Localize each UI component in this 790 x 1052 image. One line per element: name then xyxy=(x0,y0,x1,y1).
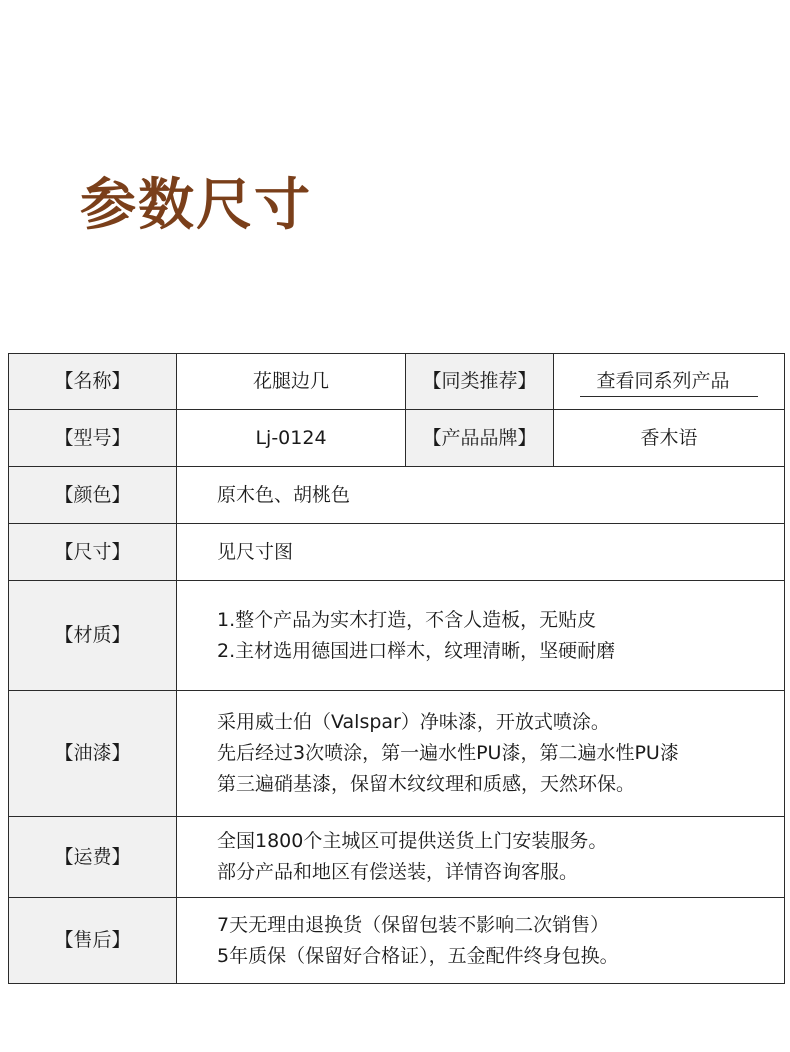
row-shipping xyxy=(9,817,785,898)
size-label: 【尺寸】 xyxy=(9,524,177,581)
aftersale-value xyxy=(177,898,785,984)
aftersale-line: 5年质保（保留好合格证），五金配件终身包换。 xyxy=(217,944,619,967)
shipping-line: 全国1800个主城区可提供送货上门安装服务。 xyxy=(217,830,608,852)
paint-value xyxy=(177,691,785,817)
shipping-value xyxy=(177,817,785,898)
row-model xyxy=(9,410,785,467)
page-title: 参数尺寸 xyxy=(80,173,312,238)
row-material xyxy=(9,581,785,691)
material-value xyxy=(177,581,785,691)
aftersale-line: 7天无理由退换货（保留包装不影响二次销售） xyxy=(217,913,610,936)
spec-table xyxy=(8,353,785,984)
row-aftersale xyxy=(9,898,785,984)
row-name xyxy=(9,354,785,410)
material-line: 1.整个产品为实木打造，不含人造板，无贴皮 xyxy=(217,608,597,631)
model-label: 【型号】 xyxy=(9,410,177,467)
shipping-line: 部分产品和地区有偿送装，详情咨询客服。 xyxy=(217,861,579,883)
brand-label: 【产品品牌】 xyxy=(406,410,554,467)
recommend-label: 【同类推荐】 xyxy=(406,354,554,410)
brand-value: 香木语 xyxy=(554,410,785,467)
material-label: 【材质】 xyxy=(9,581,177,691)
row-paint xyxy=(9,691,785,817)
color-value: 原木色、胡桃色 xyxy=(177,467,785,524)
row-color xyxy=(9,467,785,524)
color-label: 【颜色】 xyxy=(9,467,177,524)
aftersale-label: 【售后】 xyxy=(9,898,177,984)
material-line: 2.主材选用德国进口榉木，纹理清晰，坚硬耐磨 xyxy=(217,639,616,662)
shipping-label: 【运费】 xyxy=(9,817,177,898)
name-label: 【名称】 xyxy=(9,354,177,410)
view-series-link[interactable]: 查看同系列产品 xyxy=(580,368,757,397)
row-size xyxy=(9,524,785,581)
paint-line: 第三遍硝基漆，保留木纹纹理和质感，天然环保。 xyxy=(217,773,636,795)
paint-label: 【油漆】 xyxy=(9,691,177,817)
size-value: 见尺寸图 xyxy=(177,524,785,581)
paint-line: 先后经过3次喷涂，第一遍水性PU漆，第二遍水性PU漆 xyxy=(217,742,679,764)
name-value: 花腿边几 xyxy=(177,354,406,410)
model-value: Lj-0124 xyxy=(177,410,406,467)
paint-line: 采用威士伯（Valspar）净味漆，开放式喷涂。 xyxy=(217,711,610,733)
